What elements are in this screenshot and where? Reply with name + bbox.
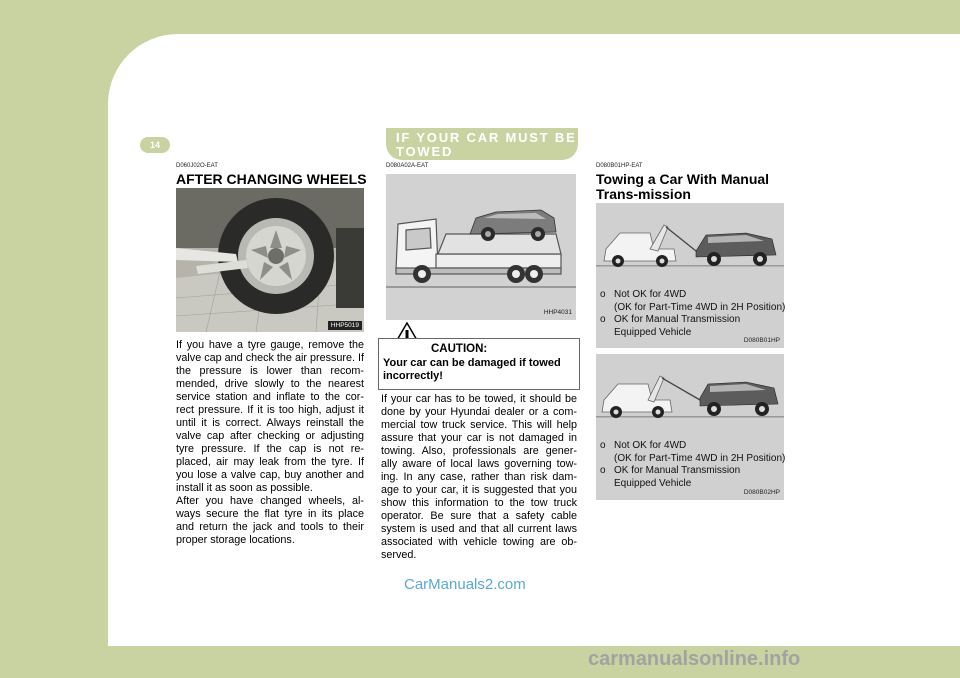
tow2-option-2: [600, 465, 790, 478]
tow1-option-2-sub: Equipped Vehicle: [614, 326, 692, 338]
tow2-figure-code: D080B02HP: [743, 489, 780, 496]
tow1-option-2: [600, 314, 790, 327]
col2-code: D080A02A-EAT: [386, 163, 429, 169]
tow1-option-1: [600, 289, 790, 302]
tow2-option-2-text: OK for Manual Transmission: [614, 465, 741, 476]
tow1-option-1-sub: (OK for Part-Time 4WD in 2H Position): [614, 301, 786, 313]
caution-box: [378, 338, 580, 390]
tow-figure-1: [596, 203, 784, 348]
col1-body: [176, 339, 364, 547]
bullet-mark: o: [600, 440, 606, 451]
bullet-mark: o: [600, 465, 606, 476]
wheel-figure: [176, 188, 364, 332]
dolly-tow-illustration: [596, 354, 784, 434]
tow2-option-1-sub: (OK for Part-Time 4WD in 2H Position): [614, 452, 786, 464]
chapter-title: IN CASE OF EMERGENCY: [168, 115, 268, 124]
tow-truck-illustration: [386, 174, 576, 320]
col1-paragraph-2: After you have changed wheels, al-ways secure the flat tyre in its place and return the jack and tools to their proper storage locations.: [176, 495, 364, 546]
tow1-option-2-text: OK for Manual Transmission: [614, 314, 741, 325]
tow1-option-1-text: Not OK for 4WD: [614, 289, 687, 300]
col1-heading: AFTER CHANGING WHEELS: [176, 171, 367, 187]
tow1-options: [600, 289, 790, 339]
col3-code: D080B01HP-EAT: [596, 163, 643, 169]
tow2-option-2-sub: Equipped Vehicle: [614, 477, 692, 489]
section-title: IF YOUR CAR MUST BE TOWED: [396, 130, 577, 159]
bullet-mark: o: [600, 289, 606, 300]
col1-code: D060J02O-EAT: [176, 163, 218, 169]
page-number: 14: [140, 137, 170, 153]
col1-paragraph-1: If you have a tyre gauge, remove the valve cap and check the air pressure. If the pressure is lower than recom-mended, drive slowly to the nearest service station and inflate to the cor-rect pressure. If it is too high, adjust it until it is correct. Always reinstall the valve cap after checking or adjusting tyre pressure. If the cap is not re-placed, air may leak from the tyre. If you lose a valve cap, buy another and install it as soon as possible.: [176, 339, 364, 494]
caution-title: CAUTION:: [431, 343, 488, 355]
tow2-option-1-text: Not OK for 4WD: [614, 440, 687, 451]
tow-truck-figure: [386, 174, 576, 320]
tow2-option-1: [600, 440, 790, 453]
wheel-illustration: [176, 188, 364, 332]
bullet-mark: o: [600, 314, 606, 325]
caution-text: Your car can be damaged if towed incorrectly!: [383, 357, 561, 382]
tow-figure-2: [596, 354, 784, 500]
watermark-carmanualsonline[interactable]: carmanualsonline.info: [588, 648, 801, 670]
col2-figure-code: HHP4031: [543, 309, 572, 316]
tow2-options: [600, 440, 790, 490]
tow1-figure-code: D080B01HP: [743, 337, 780, 344]
watermark-carmanuals2[interactable]: CarManuals2.com: [404, 576, 526, 593]
col2-body: If your car has to be towed, it should be done by your Hyundai dealer or a com-mercial tow truck service. This will help assure that your car is not damaged in towing. Also, professionals are gener-ally aware of local laws governing tow-ing. In any case, rather than risk dam-age to your car, it is suggested that you show this information to the tow truck operator. Be sure that a safety cable system is used and that all current laws associated with vehicle towing are ob-served.: [381, 393, 577, 561]
col3-heading: Towing a Car With Manual Trans-mission: [596, 171, 770, 202]
section-title-tab: [386, 128, 578, 160]
wheel-lift-tow-illustration: [596, 203, 784, 283]
chapter-number: 3: [152, 110, 161, 127]
col1-figure-code: HHP5019: [328, 321, 362, 330]
